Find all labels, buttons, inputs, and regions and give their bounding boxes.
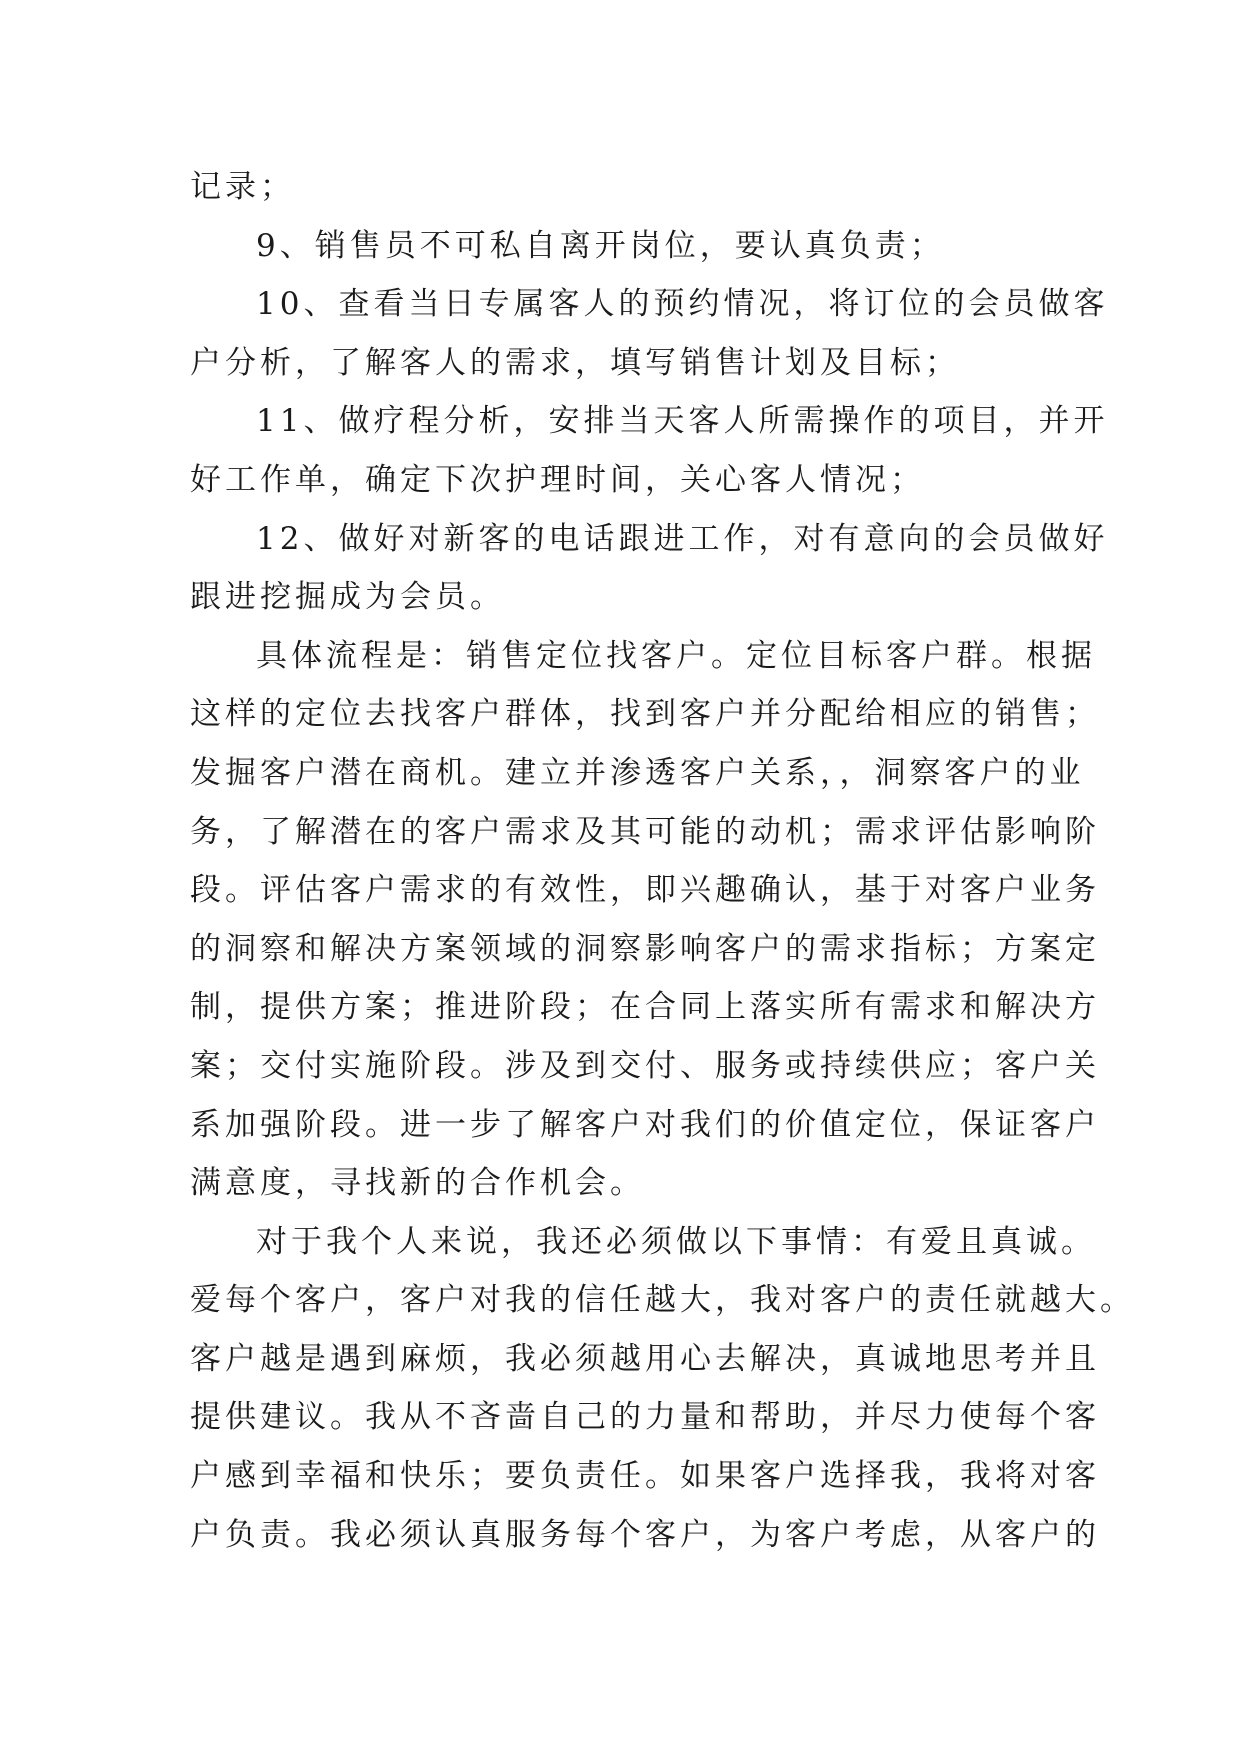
- text-line: 案；交付实施阶段。涉及到交付、服务或持续供应；客户关: [190, 1047, 1100, 1084]
- text-line: 务，了解潜在的客户需求及其可能的动机；需求评估影响阶: [190, 813, 1100, 850]
- text-line: 10、查看当日专属客人的预约情况，将订位的会员做客: [256, 286, 1109, 323]
- text-line: 对于我个人来说，我还必须做以下事情：有爱且真诚。: [256, 1223, 1096, 1260]
- text-line: 制，提供方案；推进阶段；在合同上落实所有需求和解决方: [190, 989, 1100, 1026]
- text-line: 户感到幸福和快乐；要负责任。如果客户选择我，我将对客: [190, 1458, 1100, 1495]
- text-line: 满意度，寻找新的合作机会。: [190, 1165, 645, 1202]
- text-line: 12、做好对新客的电话跟进工作，对有意向的会员做好: [256, 520, 1109, 557]
- text-line: 9、销售员不可私自离开岗位，要认真负责；: [256, 227, 945, 264]
- text-line: 发掘客户潜在商机。建立并渗透客户关系，，洞察客户的业: [190, 754, 1085, 791]
- document-page: [190, 158, 1135, 1564]
- text-line: 客户越是遇到麻烦，我必须越用心去解决，真诚地思考并且: [190, 1340, 1100, 1377]
- text-line: 段。评估客户需求的有效性，即兴趣确认，基于对客户业务: [190, 872, 1100, 909]
- text-line: 提供建议。我从不吝啬自己的力量和帮助，并尽力使每个客: [190, 1399, 1100, 1436]
- text-line: 爱每个客户，客户对我的信任越大，我对客户的责任就越大。: [190, 1282, 1135, 1319]
- text-line: 具体流程是：销售定位找客户。定位目标客户群。根据: [256, 637, 1096, 674]
- text-line: 的洞察和解决方案领域的洞察影响客户的需求指标；方案定: [190, 930, 1100, 967]
- text-line: 户分析，了解客人的需求，填写销售计划及目标；: [190, 344, 960, 381]
- text-line: 户负责。我必须认真服务每个客户，为客户考虑，从客户的: [190, 1516, 1100, 1553]
- text-line: 系加强阶段。进一步了解客户对我们的价值定位，保证客户: [190, 1106, 1100, 1143]
- text-line: 跟进挖掘成为会员。: [190, 579, 505, 616]
- text-line: 好工作单，确定下次护理时间，关心客人情况；: [190, 461, 925, 498]
- text-line: 11、做疗程分析，安排当天客人所需操作的项目，并开: [256, 403, 1109, 440]
- text-line: 这样的定位去找客户群体，找到客户并分配给相应的销售；: [190, 696, 1100, 733]
- text-line: 记录；: [190, 169, 295, 205]
